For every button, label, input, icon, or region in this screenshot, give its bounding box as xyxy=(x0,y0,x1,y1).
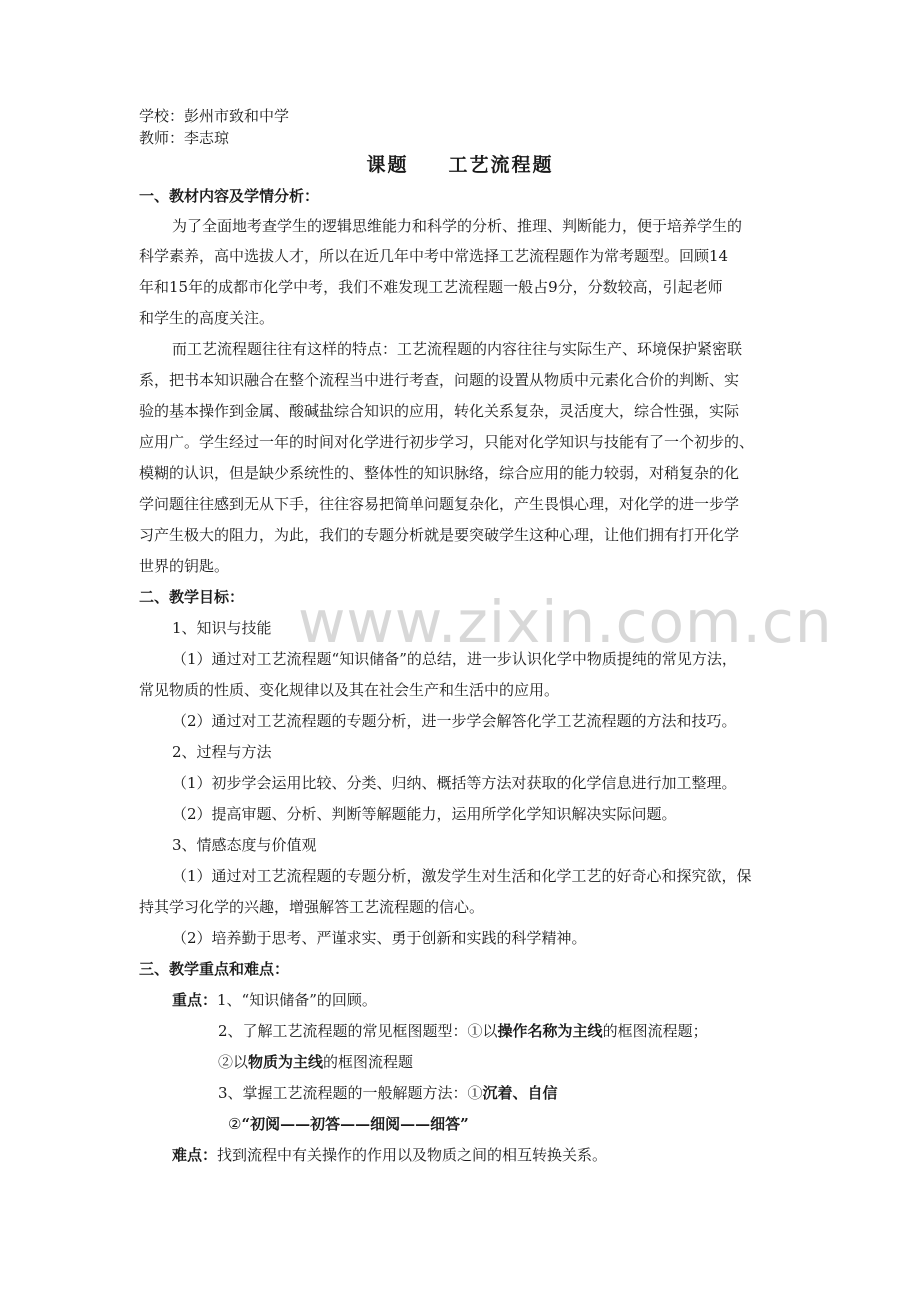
focus-emphasis: 沉着、自信 xyxy=(482,1084,558,1102)
page-title xyxy=(0,150,920,177)
paragraph-line: 学问题往往感到无从下手，往往容易把简单问题复杂化，产生畏惧心理，对化学的进一步学 xyxy=(139,495,740,513)
objective-line: （1）初步学会运用比较、分类、归纳、概括等方法对获取的化学信息进行加工整理。 xyxy=(172,774,737,792)
difficulty-line xyxy=(172,1145,607,1165)
paragraph-line: 为了全面地考查学生的逻辑思维能力和科学的分析、推理、判断能力，便于培养学生的 xyxy=(172,217,743,235)
section3-heading: 三、教学重点和难点： xyxy=(139,960,290,978)
objective-line: （2）通过对工艺流程题的专题分析，进一步学会解答化学工艺流程题的方法和技巧。 xyxy=(172,712,737,730)
focus-text: 1、“知识储备”的回顾。 xyxy=(217,991,377,1009)
focus-text: 的框图流程题 xyxy=(323,1053,414,1071)
focus-emphasis: 物质为主线 xyxy=(248,1053,324,1071)
objective-line: （1）通过对工艺流程题“知识储备”的总结，进一步认识化学中物质提纯的常见方法， xyxy=(172,650,737,668)
paragraph-line: 年和15年的成都市化学中考，我们不难发现工艺流程题一般占9分，分数较高，引起老师 xyxy=(139,278,723,296)
school-line: 学校：彭州市致和中学 xyxy=(139,107,290,125)
paragraph-line: 科学素养，高中选拔人才，所以在近几年中考中常选择工艺流程题作为常考题型。回顾14 xyxy=(139,247,729,265)
paragraph-line: 模糊的认识，但是缺少系统性的、整体性的知识脉络，综合应用的能力较弱，对稍复杂的化 xyxy=(139,464,740,482)
paragraph-line: 应用广。学生经过一年的时间对化学进行初步学习，只能对化学知识与技能有了一个初步的、 xyxy=(139,433,755,451)
paragraph-line: 系，把书本知识融合在整个流程当中进行考查，问题的设置从物质中元素化合价的判断、实 xyxy=(139,371,740,389)
difficulty-label: 难点： xyxy=(172,1146,218,1164)
teacher-line: 教师：李志琼 xyxy=(139,129,230,147)
section2-heading: 二、教学目标： xyxy=(139,588,245,606)
title-label: 课题 xyxy=(366,154,409,176)
subheading: 3、情感态度与价值观 xyxy=(172,836,317,854)
paragraph-line: 验的基本操作到金属、酸碱盐综合知识的应用，转化关系复杂，灵活度大，综合性强，实际 xyxy=(139,402,740,420)
objective-line: 持其学习化学的兴趣，增强解答工艺流程题的信心。 xyxy=(139,898,485,916)
objective-line: （2）培养勤于思考、严谨求实、勇于创新和实践的科学精神。 xyxy=(172,929,587,947)
paragraph-line: 习产生极大的阻力，为此，我们的专题分析就是要突破学生这种心理，让他们拥有打开化学 xyxy=(139,526,740,544)
focus-line xyxy=(172,990,377,1010)
focus-text: ② xyxy=(228,1115,242,1133)
title-name: 工艺流程题 xyxy=(448,154,554,176)
section1-heading: 一、教材内容及学情分析： xyxy=(139,187,320,205)
focus-text: 3、掌握工艺流程题的一般解题方法：① xyxy=(218,1084,483,1102)
focus-text: ②以 xyxy=(218,1053,249,1071)
focus-label: 重点： xyxy=(172,991,218,1009)
difficulty-text: 找到流程中有关操作的作用以及物质之间的相互转换关系。 xyxy=(217,1146,608,1164)
subheading: 2、过程与方法 xyxy=(172,743,272,761)
focus-line xyxy=(228,1114,469,1134)
objective-line: （2）提高审题、分析、判断等解题能力，运用所学化学知识解决实际问题。 xyxy=(172,805,677,823)
objective-line: 常见物质的性质、变化规律以及其在社会生产和生活中的应用。 xyxy=(139,681,560,699)
focus-text: 的框图流程题； xyxy=(602,1022,708,1040)
focus-emphasis: 操作名称为主线 xyxy=(497,1022,603,1040)
focus-line xyxy=(218,1021,708,1041)
subheading: 1、知识与技能 xyxy=(172,619,272,637)
focus-emphasis: “初阅——初答——细阅——细答” xyxy=(241,1115,469,1133)
watermark: www.zixin.com.cn xyxy=(298,588,833,656)
paragraph-line: 世界的钥匙。 xyxy=(139,557,230,575)
focus-line xyxy=(218,1052,413,1072)
paragraph-line: 和学生的高度关注。 xyxy=(139,309,275,327)
focus-text: 2、了解工艺流程题的常见框图题型：①以 xyxy=(218,1022,498,1040)
objective-line: （1）通过对工艺流程题的专题分析，激发学生对生活和化学工艺的好奇心和探究欲，保 xyxy=(172,867,752,885)
focus-line xyxy=(218,1083,558,1103)
paragraph-line: 而工艺流程题往往有这样的特点：工艺流程题的内容往往与实际生产、环境保护紧密联 xyxy=(172,340,743,358)
